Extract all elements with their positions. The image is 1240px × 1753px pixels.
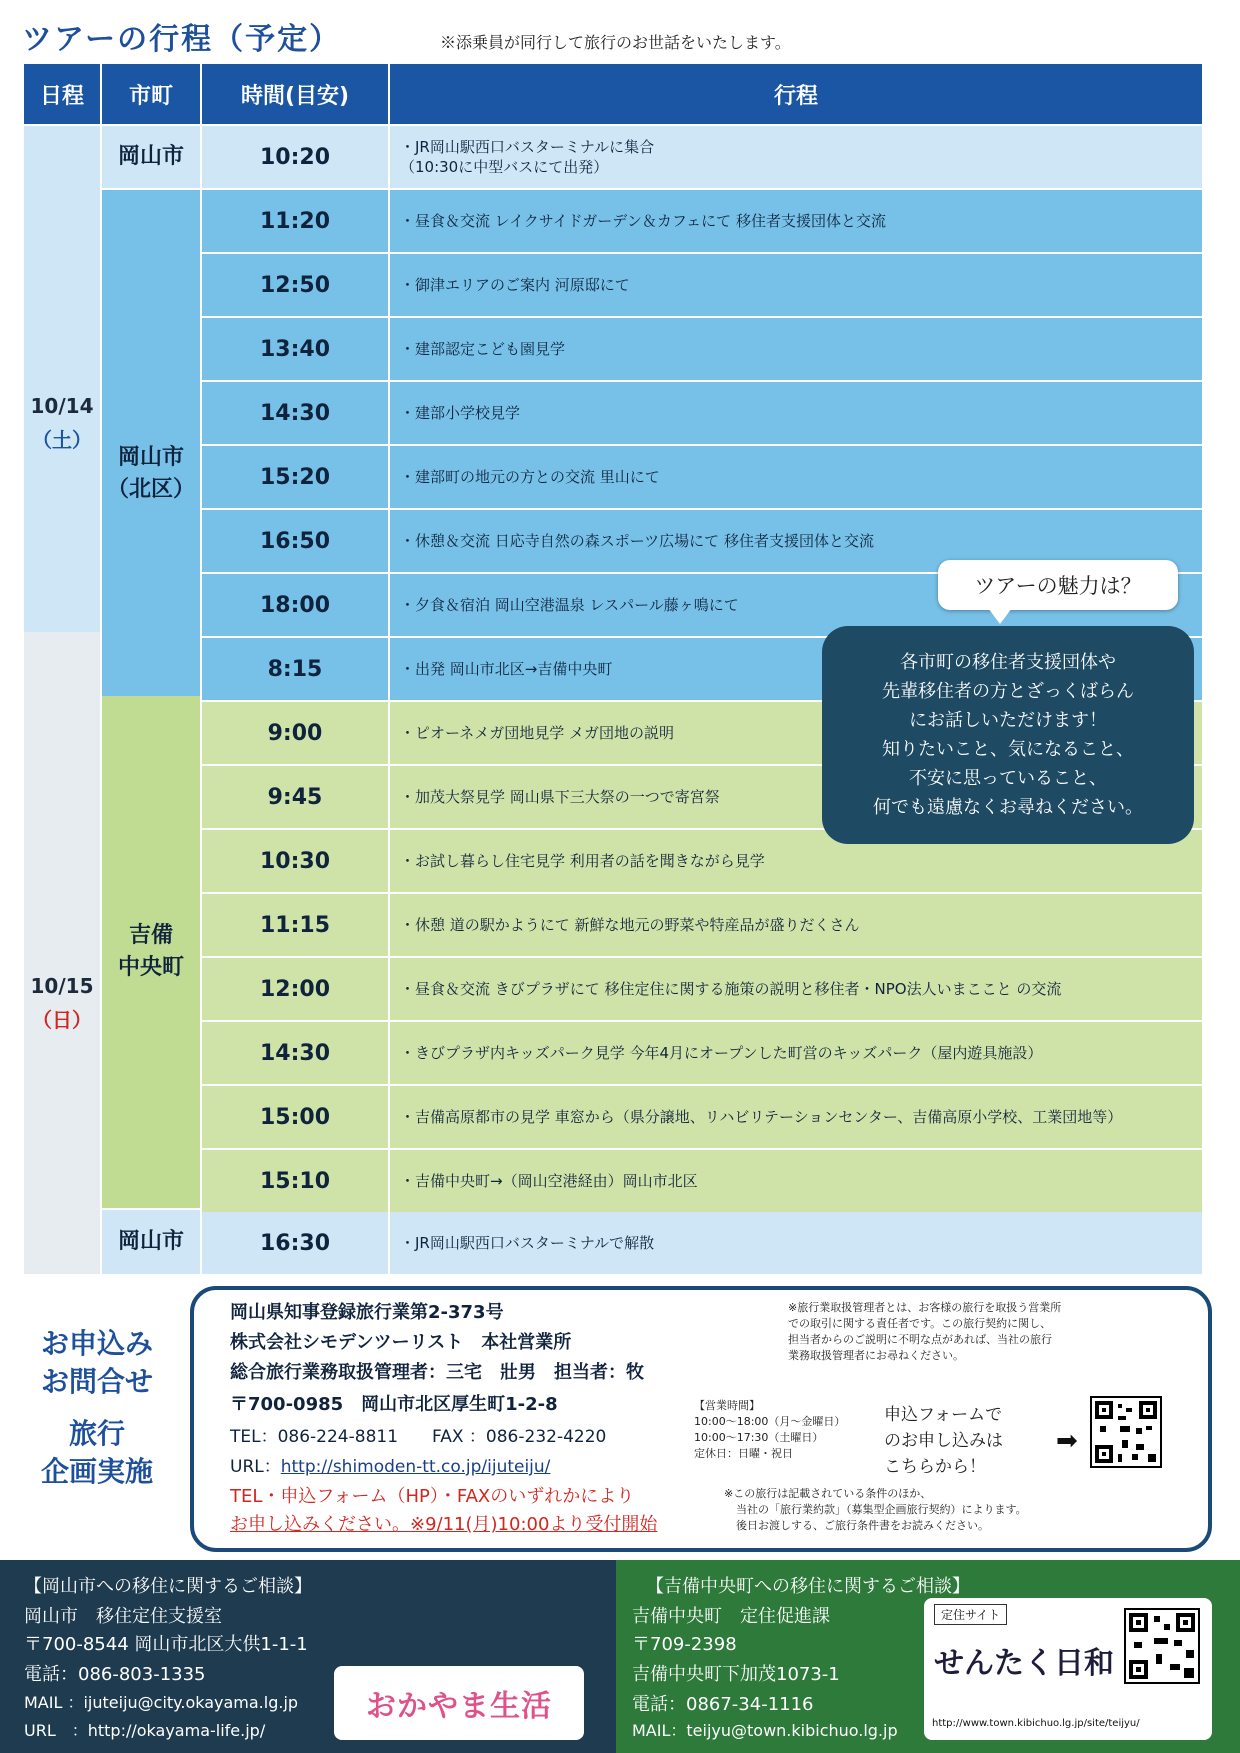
okayama-heading: 【岡山市への移住に関するご相談】 bbox=[24, 1576, 312, 1597]
day2-weekday: （日） bbox=[32, 1008, 92, 1032]
kibichuo-office: 吉備中央町 定住促進課 bbox=[632, 1606, 830, 1627]
row-detail bbox=[390, 446, 1202, 508]
okayama-url: URL ：http://okayama-life.jp/ bbox=[24, 1721, 266, 1740]
schedule-row bbox=[202, 126, 1202, 188]
bubble-line: 不安に思っていること、 bbox=[909, 768, 1107, 789]
application-label bbox=[22, 1325, 172, 1491]
title-note: ※添乗員が同行して旅行のお世話をいたします。 bbox=[440, 33, 791, 52]
schedule-row bbox=[202, 382, 1202, 444]
column-header-date: 日程 bbox=[24, 64, 100, 124]
row-detail bbox=[390, 382, 1202, 444]
row-time: 14:30 bbox=[202, 382, 388, 444]
row-detail bbox=[390, 126, 1202, 188]
date-cell-day2 bbox=[24, 632, 100, 1274]
row-detail-line: （10:30に中型バスにて出発） bbox=[400, 158, 609, 176]
url-label: URL： bbox=[230, 1457, 281, 1477]
city-cell-okayama-end: 岡山市 bbox=[102, 1210, 200, 1274]
application-box bbox=[190, 1286, 1212, 1552]
schedule-row bbox=[202, 318, 1202, 380]
row-detail bbox=[390, 894, 1202, 956]
form-prompt-line: のお申し込みは bbox=[884, 1431, 1003, 1451]
application-label-line: 企画実施 bbox=[40, 1455, 153, 1488]
schedule-row bbox=[202, 958, 1202, 1020]
kibichuo-mail: MAIL：teijyu@town.kibichuo.lg.jp bbox=[632, 1721, 898, 1740]
row-detail-line: ・JR岡山駅西口バスターミナルに集合 bbox=[400, 138, 655, 156]
business-hours bbox=[694, 1398, 845, 1462]
okayama-address: 〒700-8544 岡山市北区大供1-1-1 bbox=[24, 1634, 308, 1655]
row-time: 9:00 bbox=[202, 702, 388, 764]
row-detail-line: ・建部認定こども園見学 bbox=[400, 340, 566, 358]
terms-line: ※この旅行は記載されている条件のほか、 bbox=[724, 1487, 932, 1500]
kibichuo-heading: 【吉備中央町への移住に関するご相談】 bbox=[646, 1576, 970, 1597]
company-name: 株式会社シモデンツーリスト 本社営業所 bbox=[230, 1332, 572, 1353]
row-detail bbox=[390, 958, 1202, 1020]
application-label-line: 旅行 bbox=[68, 1417, 125, 1450]
row-time: 11:15 bbox=[202, 894, 388, 956]
manager-note bbox=[788, 1300, 1168, 1364]
row-detail bbox=[390, 1022, 1202, 1084]
hours-line: 10:00〜17:30（土曜日） bbox=[694, 1431, 824, 1444]
note-line: 業務取扱管理者にお尋ねください。 bbox=[788, 1349, 964, 1362]
row-detail-line: ・加茂大祭見学 岡山県下三大祭の一つで寄宮祭 bbox=[400, 788, 720, 806]
okayama-office: 岡山市 移住定住支援室 bbox=[24, 1606, 222, 1627]
schedule-row bbox=[202, 1212, 1202, 1274]
row-time: 16:30 bbox=[202, 1212, 388, 1274]
row-detail bbox=[390, 318, 1202, 380]
company-url-link[interactable]: http://shimoden-tt.co.jp/ijuteiju/ bbox=[280, 1457, 551, 1477]
callout-tail bbox=[988, 608, 1012, 624]
bubble-line: 知りたいこと、気になること、 bbox=[882, 739, 1134, 760]
bubble-line: にお話しいただけます！ bbox=[909, 710, 1107, 731]
schedule-row bbox=[202, 190, 1202, 252]
kibichuo-site-url[interactable]: http://www.town.kibichuo.lg.jp/site/teijyu/ bbox=[932, 1718, 1140, 1729]
row-detail bbox=[390, 1212, 1202, 1274]
row-time: 15:20 bbox=[202, 446, 388, 508]
row-time: 16:50 bbox=[202, 510, 388, 572]
city-cell-okayama-kita: 岡山市 （北区） bbox=[102, 190, 200, 758]
row-detail-line: ・ピオーネメガ団地見学 メガ団地の説明 bbox=[400, 724, 675, 742]
contact-kibichuo bbox=[616, 1560, 1240, 1753]
application-label-line: お申込み bbox=[40, 1327, 153, 1360]
url-row bbox=[230, 1452, 550, 1477]
page-title: ツアーの行程（予定） bbox=[22, 22, 342, 57]
notice-line: TEL・申込フォーム（HP）・FAXのいずれかにより bbox=[230, 1486, 635, 1507]
schedule-row bbox=[202, 1022, 1202, 1084]
row-time: 11:20 bbox=[202, 190, 388, 252]
row-detail-line: ・建部小学校見学 bbox=[400, 404, 521, 422]
okayama-phone: 電話：086-803-1335 bbox=[24, 1664, 206, 1685]
bubble-line: 各市町の移住者支援団体や bbox=[900, 652, 1116, 673]
row-time: 8:15 bbox=[202, 638, 388, 700]
bubble-line: 先輩移住者の方とざっくばらん bbox=[882, 681, 1134, 702]
row-detail-line: ・夕食＆宿泊 岡山空港温泉 レスパール藤ヶ鳴にて bbox=[400, 596, 739, 614]
kibichuo-postal: 〒709-2398 bbox=[632, 1634, 737, 1655]
tel-fax: TEL：086-224-8811 FAX ：086-232-4220 bbox=[230, 1427, 607, 1447]
schedule-row bbox=[202, 894, 1202, 956]
column-header-city: 市町 bbox=[102, 64, 200, 124]
row-detail-line: ・休憩＆交流 日応寺自然の森スポーツ広場にて 移住者支援団体と交流 bbox=[400, 532, 874, 550]
schedule-row bbox=[202, 254, 1202, 316]
row-detail bbox=[390, 254, 1202, 316]
row-detail-line: ・建部町の地元の方との交流 里山にて bbox=[400, 468, 660, 486]
okayama-mail: MAIL ：ijuteiju@city.okayama.lg.jp bbox=[24, 1693, 299, 1712]
qr-code-application[interactable] bbox=[1090, 1396, 1162, 1468]
row-detail-line: ・吉備高原都市の見学 車窓から（県分譲地、リハビリテーションセンター、吉備高原小学校、工業団地等） bbox=[400, 1108, 1123, 1126]
kibichuo-phone: 電話：0867-34-1116 bbox=[632, 1694, 814, 1715]
qr-code-kibichuo[interactable] bbox=[1124, 1608, 1200, 1684]
arrow-right-icon: ➡ bbox=[1056, 1426, 1078, 1456]
city-cell-kibichuo: 吉備 中央町 bbox=[102, 696, 200, 1208]
column-header-itinerary: 行程 bbox=[390, 64, 1202, 124]
sentaku-biyori-logo: せんたく日和 bbox=[934, 1646, 1114, 1681]
day1-date: 10/14 bbox=[30, 394, 94, 418]
callout-question: ツアーの魅力は？ bbox=[938, 560, 1178, 610]
hours-line: 10:00〜18:00（月〜金曜日） bbox=[694, 1415, 846, 1428]
row-time: 15:10 bbox=[202, 1150, 388, 1212]
form-prompt-line: 申込フォームで bbox=[884, 1405, 1003, 1425]
row-detail-line: ・JR岡山駅西口バスターミナルで解散 bbox=[400, 1234, 655, 1252]
travel-manager: 総合旅行業務取扱管理者：三宅 壯男 担当者：牧 bbox=[230, 1362, 644, 1383]
row-time: 12:00 bbox=[202, 958, 388, 1020]
row-time: 18:00 bbox=[202, 574, 388, 636]
schedule-row bbox=[202, 1086, 1202, 1148]
row-time: 12:50 bbox=[202, 254, 388, 316]
note-line: での取引に関する責任者です。この旅行契約に関し、 bbox=[788, 1317, 1052, 1330]
row-time: 10:30 bbox=[202, 830, 388, 892]
okayama-life-logo bbox=[334, 1666, 584, 1740]
day2-date: 10/15 bbox=[30, 974, 94, 998]
column-header-time: 時間(目安) bbox=[202, 64, 388, 124]
row-detail-line: ・お試し暮らし住宅見学 利用者の話を聞きながら見学 bbox=[400, 852, 765, 870]
schedule-row bbox=[202, 1150, 1202, 1212]
kibichuo-site-panel bbox=[924, 1598, 1212, 1740]
row-detail bbox=[390, 1086, 1202, 1148]
row-detail bbox=[390, 1150, 1202, 1212]
terms-line: 後日お渡しする、ご旅行条件書をお読みください。 bbox=[736, 1519, 989, 1532]
contact-okayama bbox=[0, 1560, 616, 1753]
note-line: 担当者からのご説明に不明な点があれば、当社の旅行 bbox=[788, 1333, 1052, 1346]
row-detail-line: ・昼食＆交流 きびプラザにて 移住定住に関する施策の説明と移住者・NPO法人いまここと の交流 bbox=[400, 980, 1062, 998]
row-detail-line: ・きびプラザ内キッズパーク見学 今年4月にオープンした町営のキッズパーク（屋内遊具施設） bbox=[400, 1044, 1043, 1062]
notice-line: お申し込みください。※9/11(月)10:00より受付開始 bbox=[230, 1514, 658, 1535]
site-badge: 定住サイト bbox=[934, 1604, 1007, 1625]
row-detail-line: ・御津エリアのご案内 河原邸にて bbox=[400, 276, 630, 294]
form-prompt-line: こちらから！ bbox=[884, 1457, 986, 1477]
row-time: 9:45 bbox=[202, 766, 388, 828]
date-cell-day1 bbox=[24, 126, 100, 632]
registration-number: 岡山県知事登録旅行業第2-373号 bbox=[230, 1302, 504, 1323]
row-detail-line: ・出発 岡山市北区→吉備中央町 bbox=[400, 660, 613, 678]
hours-line: 定休日：日曜・祝日 bbox=[694, 1447, 793, 1460]
note-line: ※旅行業取扱管理者とは、お客様の旅行を取扱う営業所 bbox=[788, 1301, 1062, 1314]
bubble-line: 何でも遠慮なくお尋ねください。 bbox=[873, 797, 1143, 818]
application-label-line: お問合せ bbox=[40, 1365, 153, 1398]
row-detail bbox=[390, 190, 1202, 252]
row-detail-line: ・休憩 道の駅かようにて 新鮮な地元の野菜や特産品が盛りだくさん bbox=[400, 916, 860, 934]
city-cell-okayama-start: 岡山市 bbox=[102, 126, 200, 188]
row-time: 15:00 bbox=[202, 1086, 388, 1148]
hours-title: 【営業時間】 bbox=[694, 1399, 760, 1412]
row-time: 13:40 bbox=[202, 318, 388, 380]
okayama-logo-text: おかやま生活 bbox=[366, 1689, 552, 1724]
row-time: 10:20 bbox=[202, 126, 388, 188]
row-detail-line: ・吉備中央町→（岡山空港経由）岡山市北区 bbox=[400, 1172, 698, 1190]
day1-weekday: （土） bbox=[32, 428, 92, 452]
form-prompt bbox=[884, 1402, 1003, 1480]
row-detail-line: ・昼食＆交流 レイクサイドガーデン＆カフェにて 移住者支援団体と交流 bbox=[400, 212, 886, 230]
kibichuo-address: 吉備中央町下加茂1073-1 bbox=[632, 1664, 840, 1685]
terms-line: 当社の「旅行業約款」（募集型企画旅行契約）によります。 bbox=[736, 1503, 1027, 1516]
company-address: 〒700-0985 岡山市北区厚生町1-2-8 bbox=[230, 1394, 558, 1415]
row-time: 14:30 bbox=[202, 1022, 388, 1084]
callout-bubble bbox=[822, 626, 1194, 844]
schedule-row bbox=[202, 446, 1202, 508]
terms-note bbox=[724, 1486, 1027, 1534]
